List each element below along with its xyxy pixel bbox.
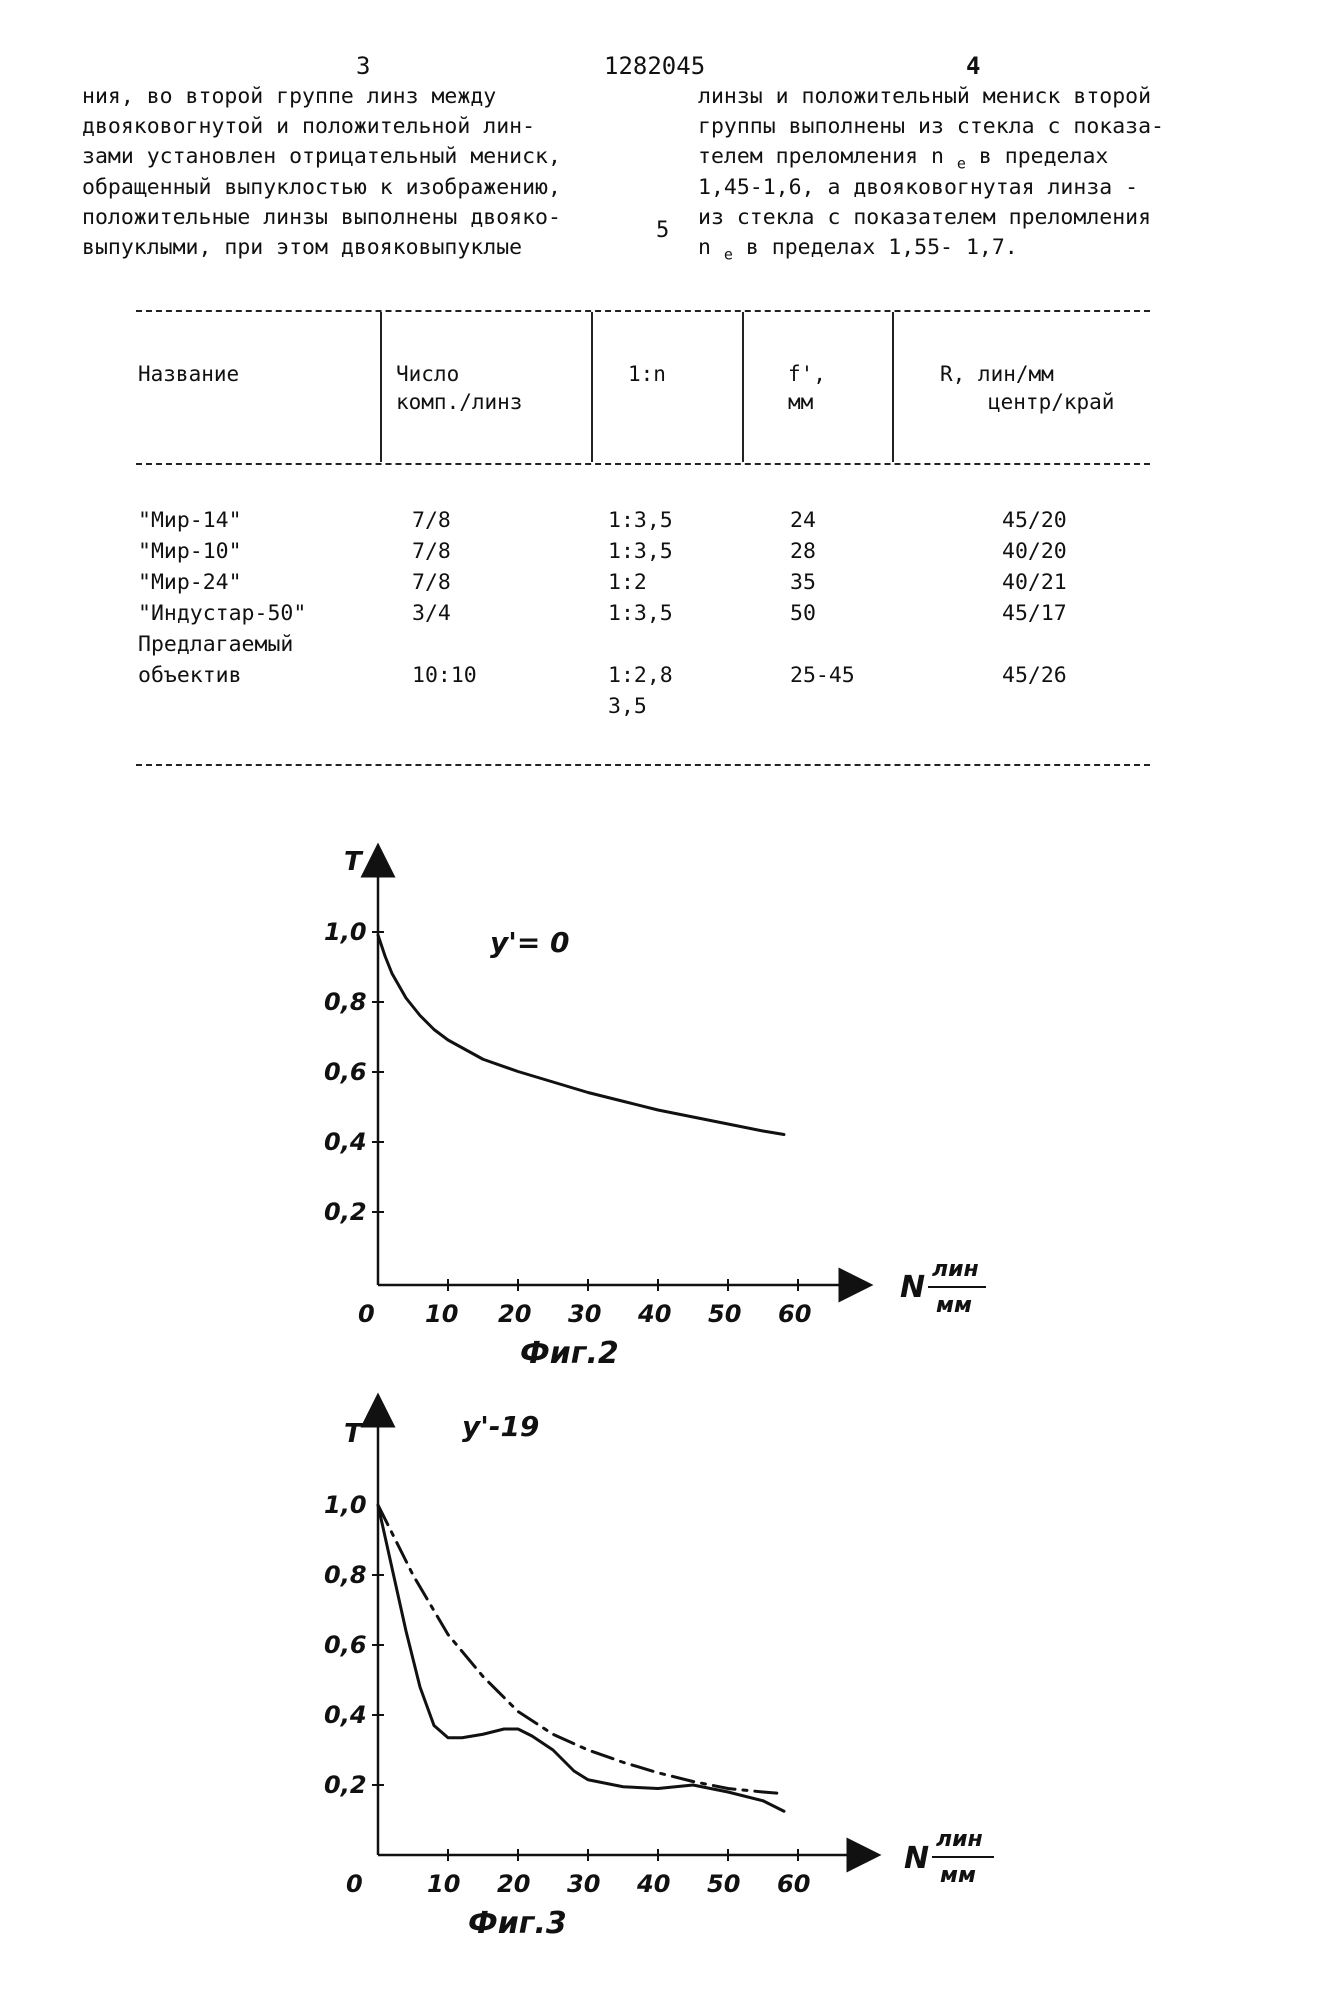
right-text-column — [698, 82, 1164, 263]
series-line-dashdot — [378, 1505, 784, 1794]
text-fragment: в пределах 1,55- 1,7. — [745, 234, 1018, 260]
x-unit-denominator: мм — [936, 1293, 972, 1318]
patent-number: 1282045 — [604, 52, 706, 80]
cell-aperture: 3,5 — [608, 694, 647, 719]
table-bottom-rule — [136, 764, 1150, 766]
column-divider — [742, 312, 744, 462]
x-tick-label: 30 — [568, 1300, 602, 1328]
cell-focal: 28 — [790, 539, 816, 564]
x-tick-label: 30 — [567, 1870, 601, 1898]
text-line — [698, 142, 1164, 172]
y-tick-label: 0,6 — [324, 1631, 367, 1659]
text-line — [698, 233, 1164, 263]
text-line: 1,45-1,6, а двояковогнутая линза - — [698, 174, 1139, 200]
cell-focal: 24 — [790, 508, 816, 533]
subscript: e — [956, 154, 966, 173]
header-text: комп./линз — [396, 390, 523, 414]
text-line: из стекла с показателем преломления — [698, 204, 1152, 230]
y-tick-label: 1,0 — [324, 918, 367, 946]
table-header-resolution — [940, 360, 1114, 416]
y-ticks — [324, 1491, 384, 1799]
header-text: R, лин/мм — [940, 362, 1054, 386]
cell-name: "Индустар-50" — [138, 601, 307, 626]
y-tick-label: 0,4 — [324, 1128, 367, 1156]
x-tick-label: 50 — [707, 1870, 741, 1898]
table-row — [0, 539, 1333, 569]
x-ticks — [358, 1279, 811, 1328]
x-unit-numerator: лин — [936, 1827, 983, 1852]
text-line: положительные линзы выполнены двояко- — [82, 204, 561, 230]
column-divider — [892, 312, 894, 462]
y-tick-label: 0,8 — [324, 988, 367, 1016]
y-tick-label: 0,6 — [324, 1058, 367, 1086]
table-row — [0, 601, 1333, 631]
y-axis-label: T — [344, 1419, 362, 1449]
y-tick-label: 0,8 — [324, 1561, 367, 1589]
series-group — [378, 1505, 784, 1811]
cell-resolution: 45/20 — [1002, 508, 1067, 533]
x-axis-label: N — [904, 1841, 930, 1876]
header-text: f', — [788, 362, 826, 386]
cell-focal: 35 — [790, 570, 816, 595]
x-ticks — [346, 1849, 810, 1898]
table-header-rule — [136, 463, 1150, 465]
cell-resolution: 45/26 — [1002, 663, 1067, 688]
x-tick-label: 60 — [777, 1870, 811, 1898]
table-header-count — [396, 360, 522, 416]
figure-caption: Фиг.2 — [520, 1336, 619, 1371]
table-top-rule — [136, 310, 1150, 312]
cell-resolution: 45/17 — [1002, 601, 1067, 626]
series-line-solid — [378, 1505, 784, 1811]
cell-count: 7/8 — [412, 570, 451, 595]
cell-count: 3/4 — [412, 601, 451, 626]
cell-count: 10:10 — [412, 663, 477, 688]
cell-resolution: 40/21 — [1002, 570, 1067, 595]
x-tick-label: 0 — [346, 1870, 363, 1898]
series-group — [378, 935, 784, 1135]
text-fragment: в пределах — [978, 144, 1109, 170]
y-tick-label: 0,4 — [324, 1701, 367, 1729]
line-number: 5 — [656, 218, 670, 243]
x-tick-label: 20 — [498, 1300, 532, 1328]
x-tick-label: 60 — [778, 1300, 812, 1328]
header-text: мм — [788, 390, 814, 414]
text-fragment: n — [698, 234, 711, 260]
series-line-solid — [378, 935, 784, 1135]
table-header-focal — [788, 360, 826, 416]
text-line: зами установлен отрицательный мениск, — [82, 144, 561, 170]
header-text: Число — [396, 362, 460, 386]
subscript: e — [723, 245, 733, 264]
cell-focal: 50 — [790, 601, 816, 626]
x-tick-label: 10 — [427, 1870, 461, 1898]
y-tick-label: 0,2 — [324, 1198, 367, 1226]
text-line: выпуклыми, при этом двояковыпуклые — [82, 234, 523, 260]
cell-aperture: 1:2 — [608, 570, 647, 595]
figure-caption: Фиг.3 — [468, 1906, 567, 1941]
cell-name: Предлагаемый — [138, 632, 294, 657]
cell-count: 7/8 — [412, 508, 451, 533]
header-text: 1:n — [628, 362, 666, 386]
cell-resolution: 40/20 — [1002, 539, 1067, 564]
y-tick-label: 0,2 — [324, 1771, 367, 1799]
annotation: y'-19 — [462, 1410, 540, 1443]
x-tick-label: 0 — [358, 1300, 375, 1328]
table-row — [0, 570, 1333, 600]
text-line: ния, во второй группе линз между — [82, 84, 497, 109]
y-ticks — [324, 918, 384, 1226]
x-tick-label: 40 — [637, 1870, 671, 1898]
left-text-column — [82, 82, 561, 263]
x-tick-label: 20 — [497, 1870, 531, 1898]
cell-name: "Мир-24" — [138, 570, 242, 595]
x-tick-label: 10 — [425, 1300, 459, 1328]
annotation: y'= 0 — [490, 926, 570, 959]
x-unit-numerator: лин — [932, 1257, 979, 1282]
cell-name: объектив — [138, 663, 242, 688]
y-axis-label: T — [344, 847, 362, 877]
text-line: линзы и положительный мениск второй — [698, 84, 1152, 109]
cell-name: "Мир-10" — [138, 539, 242, 564]
cell-count: 7/8 — [412, 539, 451, 564]
x-tick-label: 40 — [638, 1300, 672, 1328]
table-row — [0, 508, 1333, 538]
x-tick-label: 50 — [708, 1300, 742, 1328]
table-header-name — [138, 360, 239, 388]
text-line: группы выполнены из стекла с показа- — [698, 114, 1164, 140]
column-divider — [380, 312, 382, 462]
cell-name: "Мир-14" — [138, 508, 242, 533]
figure-3-chart — [300, 1390, 1060, 1950]
y-tick-label: 1,0 — [324, 1491, 367, 1519]
x-axis-label: N — [900, 1270, 926, 1305]
table-row — [0, 632, 1333, 724]
cell-aperture: 1:3,5 — [608, 539, 673, 564]
x-unit-denominator: мм — [940, 1863, 976, 1888]
column-divider — [591, 312, 593, 462]
text-line: двояковогнутой и положительной лин- — [82, 114, 536, 140]
header-text: Название — [138, 362, 240, 386]
table-header-aperture — [628, 360, 666, 388]
figure-2-chart — [300, 840, 1060, 1380]
cell-aperture: 1:2,8 — [608, 663, 673, 688]
text-fragment: телем преломления n — [698, 144, 944, 170]
cell-aperture: 1:3,5 — [608, 601, 673, 626]
header-text: центр/край — [988, 390, 1115, 414]
text-line: обращенный выпуклостью к изображению, — [82, 174, 561, 200]
page-number-left: 3 — [356, 52, 371, 80]
cell-aperture: 1:3,5 — [608, 508, 673, 533]
cell-focal: 25-45 — [790, 663, 855, 688]
page-number-right: 4 — [966, 52, 981, 80]
